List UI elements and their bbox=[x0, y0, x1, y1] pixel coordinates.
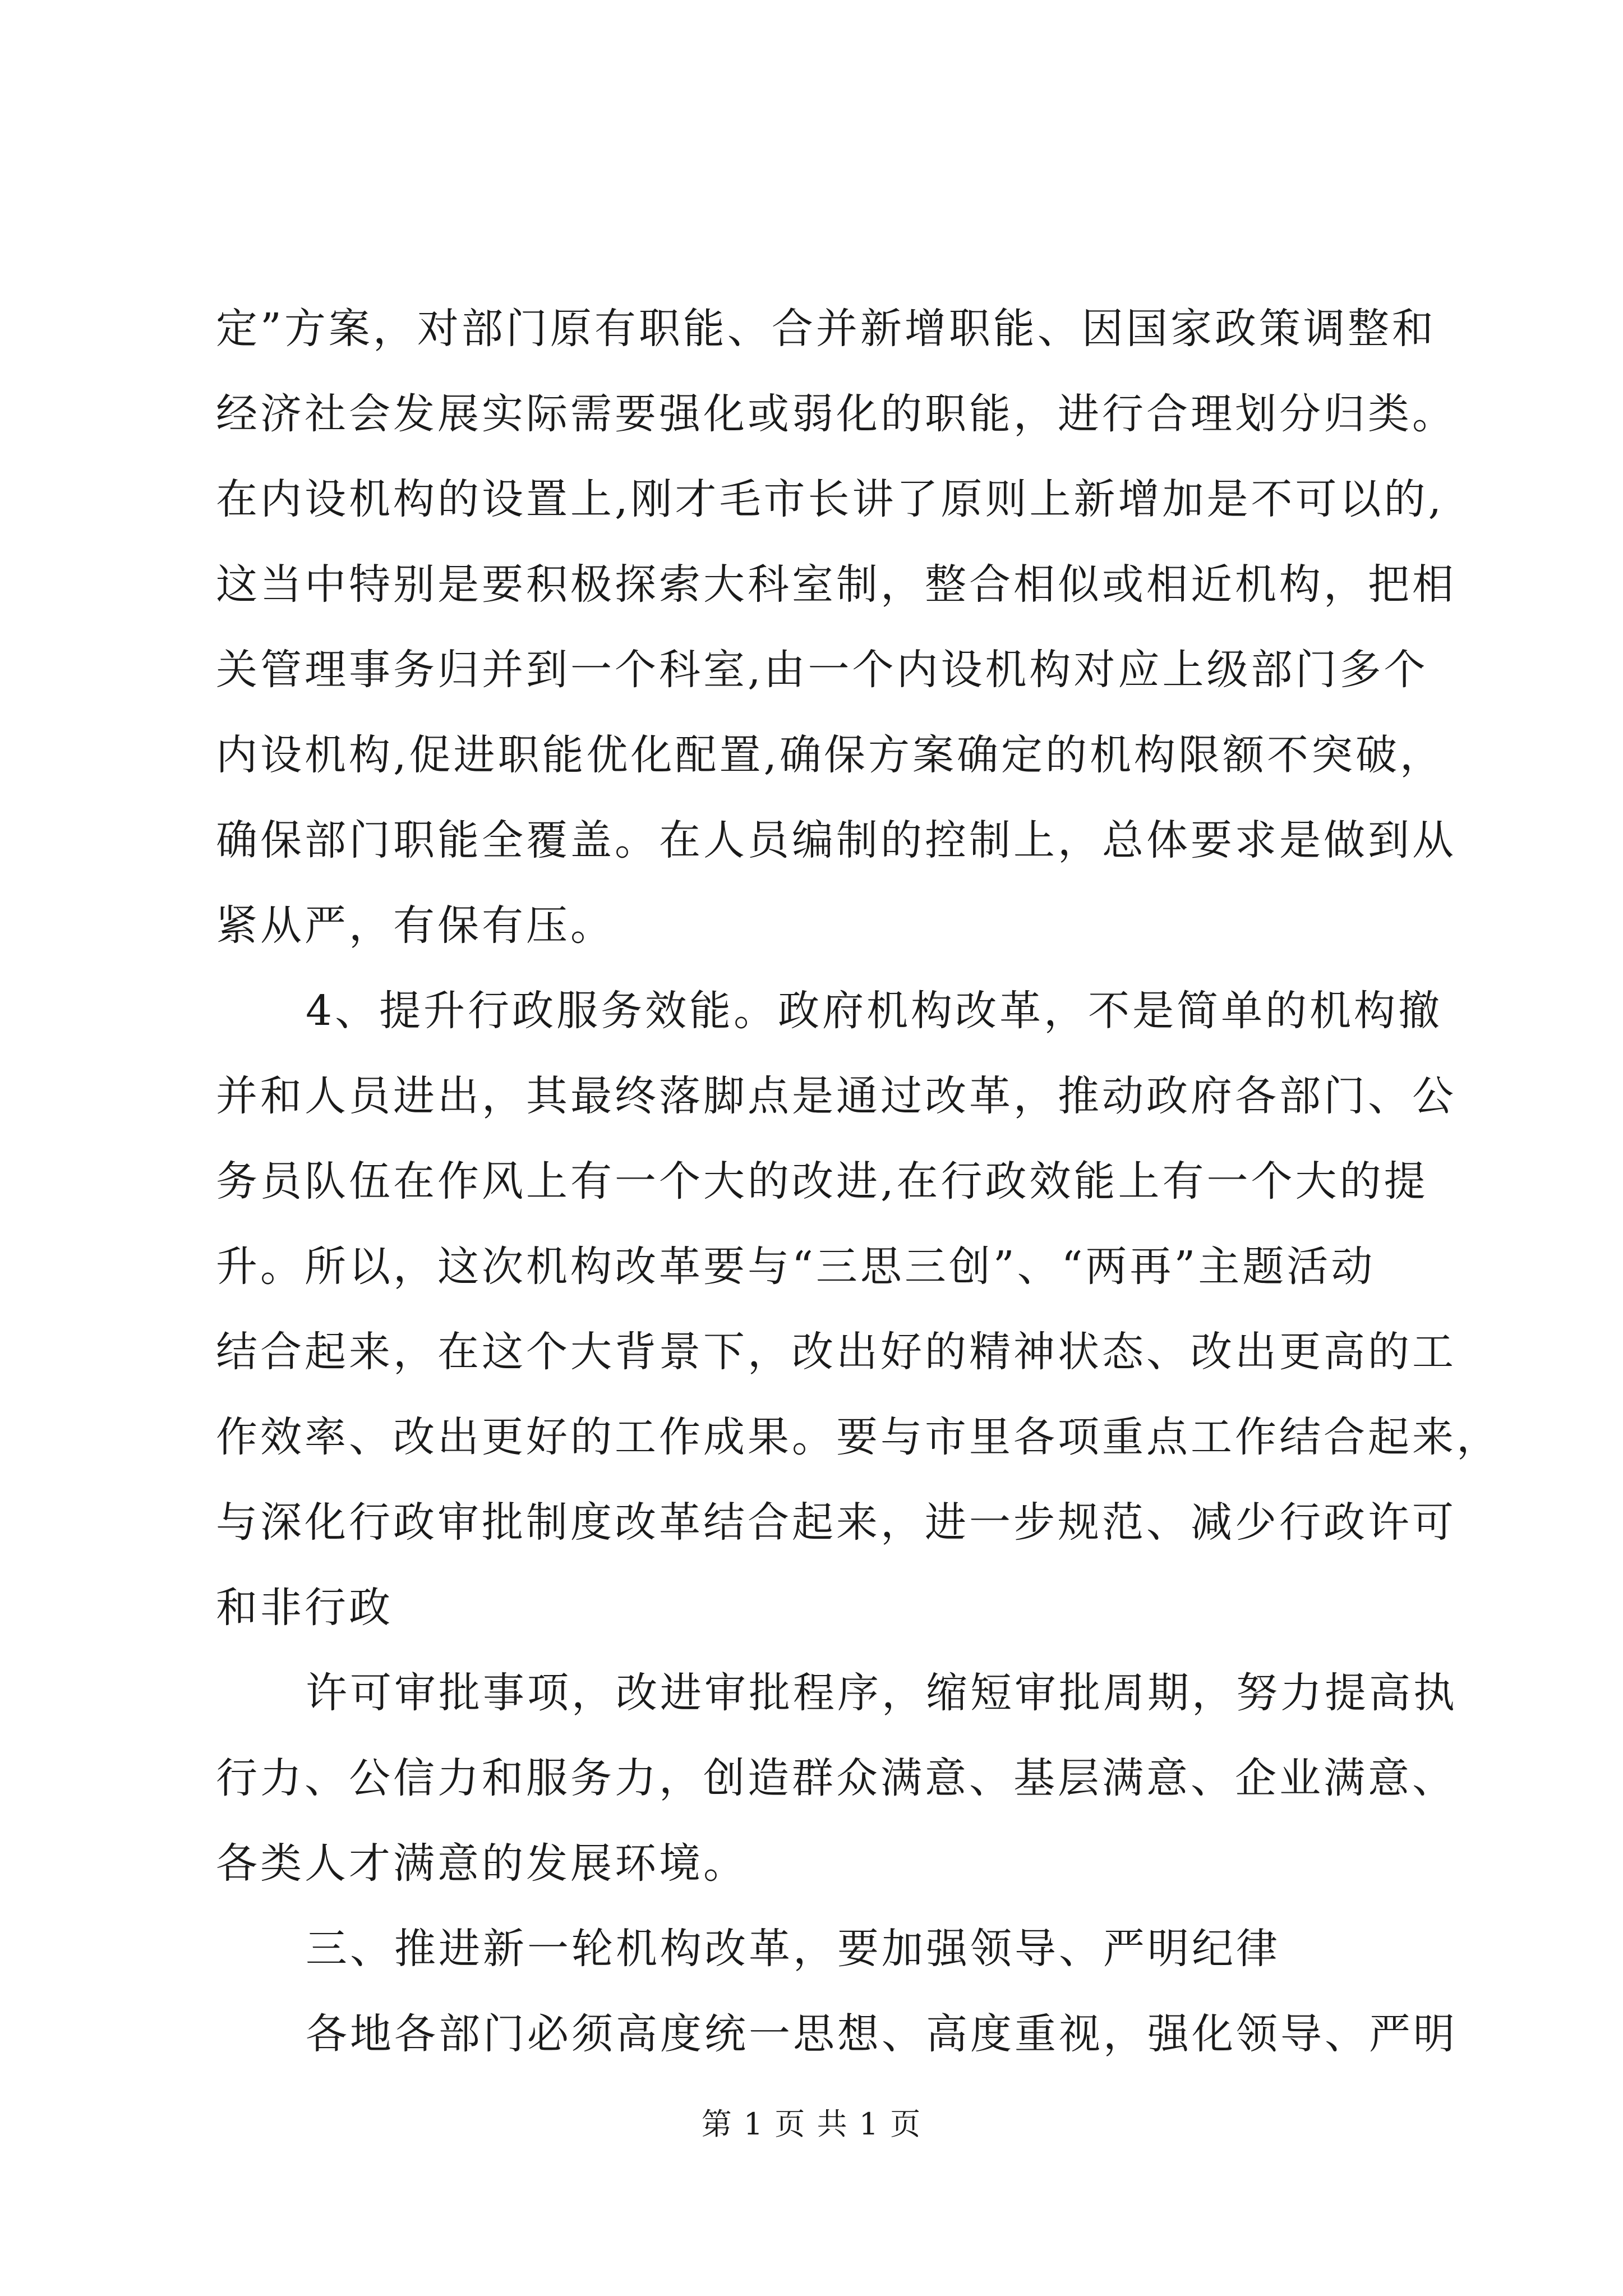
text-line: 行力、公信力和服务力，创造群众满意、基层满意、企业满意、 bbox=[216, 1754, 1456, 1802]
text-line: 确保部门职能全覆盖。在人员编制的控制上，总体要求是做到从 bbox=[216, 816, 1456, 864]
text-line: 这当中特别是要积极探索大科室制，整合相似或相近机构，把相 bbox=[216, 560, 1456, 609]
text-line: 内设机构,促进职能优化配置,确保方案确定的机构限额不突破， bbox=[216, 731, 1445, 779]
text-line: 各类人才满意的发展环境。 bbox=[216, 1839, 748, 1888]
page-footer: 第 1 页 共 1 页 bbox=[701, 2106, 922, 2142]
text-line: 经济社会发展实际需要强化或弱化的职能，进行合理划分归类。 bbox=[216, 390, 1456, 438]
text-line: 作效率、改出更好的工作成果。要与市里各项重点工作结合起来， bbox=[216, 1413, 1501, 1461]
text-line: 紧从严，有保有压。 bbox=[216, 901, 615, 950]
text-line: 结合起来，在这个大背景下，改出好的精神状态、改出更高的工 bbox=[216, 1328, 1456, 1376]
document-body bbox=[216, 286, 1501, 2077]
paragraph-start-line: 许可审批事项，改进审批程序，缩短审批周期，努力提高执 bbox=[306, 1669, 1458, 1717]
text-line: 与深化行政审批制度改革结合起来，进一步规范、减少行政许可 bbox=[216, 1498, 1456, 1547]
text-line: 并和人员进出，其最终落脚点是通过改革，推动政府各部门、公 bbox=[216, 1072, 1456, 1120]
paragraph-start-line: 各地各部门必须高度统一思想、高度重视，强化领导、严明 bbox=[306, 2010, 1458, 2058]
text-line: 和非行政 bbox=[216, 1584, 393, 1632]
text-line: 在内设机构的设置上,刚才毛市长讲了原则上新增加是不可以的, bbox=[216, 475, 1445, 523]
section-heading: 三、推进新一轮机构改革，要加强领导、严明纪律 bbox=[306, 1925, 1280, 1973]
text-line: 升。所以，这次机构改革要与“三思三创”、“两再”主题活动 bbox=[216, 1243, 1376, 1291]
paragraph-start-line: 4、提升行政服务效能。政府机构改革，不是简单的机构撤 bbox=[306, 987, 1443, 1035]
text-line: 务员队伍在作风上有一个大的改进,在行政效能上有一个大的提 bbox=[216, 1157, 1428, 1205]
text-line: 关管理事务归并到一个科室,由一个内设机构对应上级部门多个 bbox=[216, 646, 1428, 694]
text-line: 定”方案，对部门原有职能、合并新增职能、因国家政策调整和 bbox=[216, 305, 1436, 353]
